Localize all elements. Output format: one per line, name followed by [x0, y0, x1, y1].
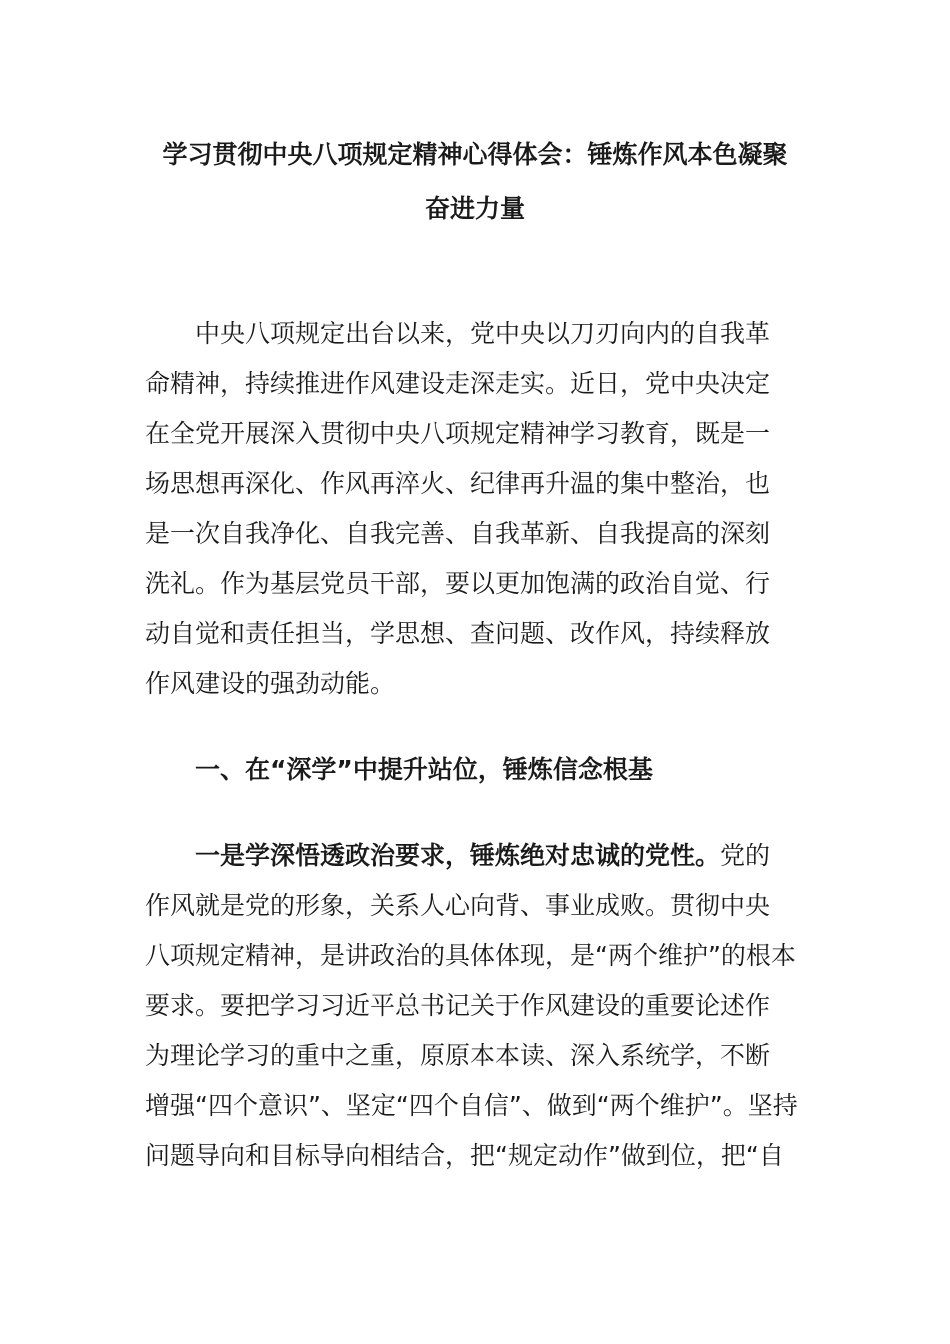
title-line-2: 奋进力量	[424, 194, 525, 223]
paragraph-line: 在全党开展深入贯彻中央八项规定精神学习教育，既是一	[145, 419, 771, 448]
section-heading-text: 一、在“深学”中提升站位，锤炼信念根基	[195, 755, 653, 784]
section-heading	[145, 745, 805, 795]
title-line-1: 学习贯彻中央八项规定精神心得体会：锤炼作风本色凝聚	[162, 140, 788, 169]
paragraph-line: 是一次自我净化、自我完善、自我革新、自我提高的深刻	[145, 519, 771, 548]
paragraph-line: 场思想再深化、作风再淬火、纪律再升温的集中整治，也	[145, 469, 771, 498]
paragraph-lead-bold: 一是学深悟透政治要求，锤炼绝对忠诚的党性。	[195, 841, 721, 870]
section-paragraph	[145, 831, 805, 1181]
intro-paragraph	[145, 309, 805, 709]
paragraph-first-line	[145, 831, 805, 881]
paragraph-lead-rest: 党的	[720, 841, 771, 870]
document-title	[130, 128, 820, 236]
paragraph-line: 洗礼。作为基层党员干部，要以更加饱满的政治自觉、行	[145, 569, 771, 598]
paragraph-line: 问题导向和目标导向相结合，把“规定动作”做到位，把“自	[145, 1141, 784, 1170]
paragraph-line: 为理论学习的重中之重，原原本本读、深入系统学，不断	[145, 1041, 771, 1070]
paragraph-line: 命精神，持续推进作风建设走深走实。近日，党中央决定	[145, 369, 771, 398]
paragraph-line: 作风建设的强劲动能。	[145, 669, 396, 698]
paragraph-line: 作风就是党的形象，关系人心向背、事业成败。贯彻中央	[145, 891, 771, 920]
paragraph-line: 动自觉和责任担当，学思想、查问题、改作风，持续释放	[145, 619, 771, 648]
paragraph-line: 要求。要把学习习近平总书记关于作风建设的重要论述作	[145, 991, 771, 1020]
paragraph-line: 八项规定精神，是讲政治的具体体现，是“两个维护”的根本	[145, 941, 796, 970]
paragraph-line: 增强“四个意识”、坚定“四个自信”、做到“两个维护”。坚持	[145, 1091, 798, 1120]
paragraph-line: 中央八项规定出台以来，党中央以刀刃向内的自我革	[195, 319, 771, 348]
